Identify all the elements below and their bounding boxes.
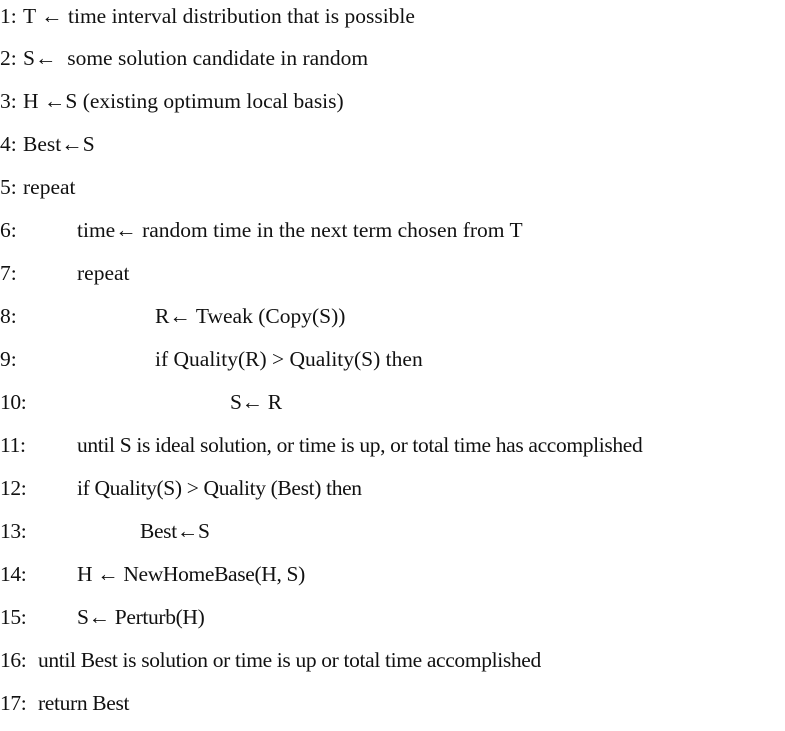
line-number: 10:: [0, 390, 27, 414]
line-number: 6:: [0, 218, 17, 242]
line-number: 5:: [0, 175, 17, 199]
line-code: return Best: [38, 691, 130, 715]
line-number: 1:: [0, 4, 17, 28]
line-code: Best←S: [23, 132, 95, 156]
line-number: 15:: [0, 605, 27, 629]
line-code: repeat: [23, 175, 76, 199]
line-number: 13:: [0, 519, 27, 543]
line-number: 8:: [0, 304, 17, 328]
line-code: repeat: [77, 261, 130, 285]
line-number: 3:: [0, 89, 17, 113]
line-code: until Best is solution or time is up or total time accomplished: [38, 648, 541, 672]
line-code: if Quality(R) > Quality(S) then: [155, 347, 423, 371]
line-code: H ← NewHomeBase(H, S): [77, 562, 305, 586]
line-number: 17:: [0, 691, 27, 715]
line-code: T ← time interval distribution that is possible: [23, 4, 415, 28]
line-number: 7:: [0, 261, 17, 285]
line-number: 12:: [0, 476, 27, 500]
line-code: if Quality(S) > Quality (Best) then: [77, 476, 362, 500]
line-number: 4:: [0, 132, 17, 156]
line-code: S← R: [230, 390, 282, 414]
line-code: until S is ideal solution, or time is up, or total time has accomplished: [77, 433, 643, 457]
line-code: H ←S (existing optimum local basis): [23, 89, 344, 113]
line-number: 11:: [0, 433, 26, 457]
line-code: S← Perturb(H): [77, 605, 205, 629]
line-code: R← Tweak (Copy(S)): [155, 304, 346, 328]
line-number: 2:: [0, 46, 17, 70]
line-number: 9:: [0, 347, 17, 371]
line-code: time← random time in the next term chosen from T: [77, 218, 523, 242]
line-code: S← some solution candidate in random: [23, 46, 369, 70]
line-number: 14:: [0, 562, 27, 586]
line-code: Best←S: [140, 519, 210, 543]
line-number: 16:: [0, 648, 27, 672]
